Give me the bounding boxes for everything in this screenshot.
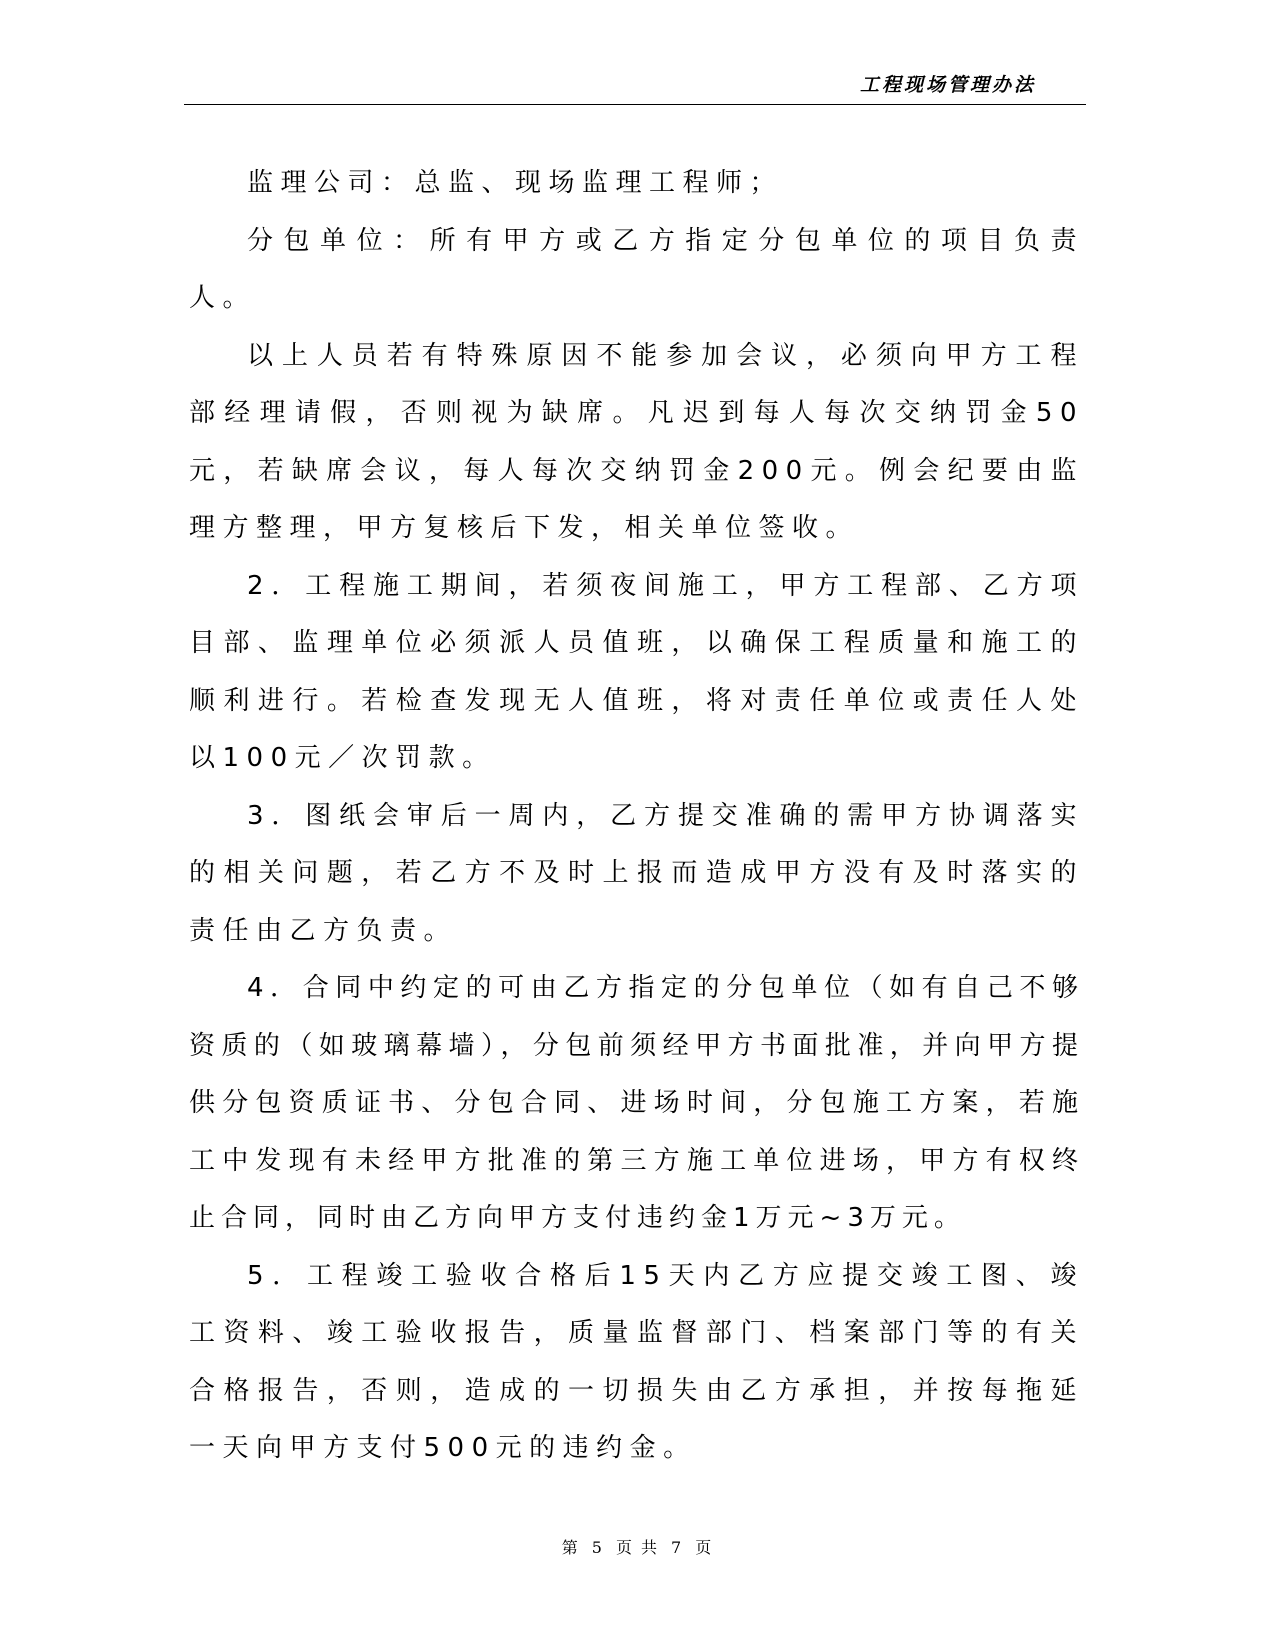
paragraph-item-5: 5．工程竣工验收合格后15天内乙方应提交竣工图、竣工资料、竣工验收报告，质量监督部门、档案部门等的有关合格报告，否则，造成的一切损失由乙方承担，并按每拖延一天向甲方支付500元的违约金。 — [189, 1260, 1084, 1463]
footer-prefix: 第 — [561, 1538, 580, 1557]
paragraph-supervisor: 监理公司：总监、现场监理工程师； — [247, 168, 784, 198]
footer-suffix: 页 — [695, 1538, 714, 1557]
paragraph-attendance-rules: 以上人员若有特殊原因不能参加会议，必须向甲方工程部经理请假，否则视为缺席。凡迟到每人每次交纳罚金50元，若缺席会议，每人每次交纳罚金200元。例会纪要由监理方整理，甲方复核后下发，相关单位签收。 — [189, 340, 1084, 543]
document-header-title: 工程现场管理办法 — [859, 74, 1036, 96]
paragraph-item-3: 3．图纸会审后一周内，乙方提交准确的需甲方协调落实的相关问题，若乙方不及时上报而造成甲方没有及时落实的责任由乙方负责。 — [189, 800, 1084, 946]
page-footer — [0, 1535, 1275, 1558]
paragraph-item-2: 2．工程施工期间，若须夜间施工，甲方工程部、乙方项目部、监理单位必须派人员值班，以确保工程质量和施工的顺利进行。若检查发现无人值班，将对责任单位或责任人处以100元／次罚款。 — [189, 570, 1084, 773]
paragraph-subcontractor: 分包单位：所有甲方或乙方指定分包单位的项目负责人。 — [189, 225, 1084, 313]
footer-middle: 页 共 — [615, 1538, 660, 1557]
document-body — [189, 155, 1084, 1478]
footer-total-pages: 7 — [671, 1538, 684, 1557]
header-divider — [184, 104, 1086, 105]
footer-page-number: 5 — [591, 1538, 604, 1557]
paragraph-item-4: 4．合同中约定的可由乙方指定的分包单位（如有自己不够资质的（如玻璃幕墙），分包前须经甲方书面批准，并向甲方提供分包资质证书、分包合同、进场时间，分包施工方案，若施工中发现有未经甲方批准的第三方施工单位进场，甲方有权终止合同，同时由乙方向甲方支付违约金1万元~3万元。 — [189, 973, 1084, 1233]
